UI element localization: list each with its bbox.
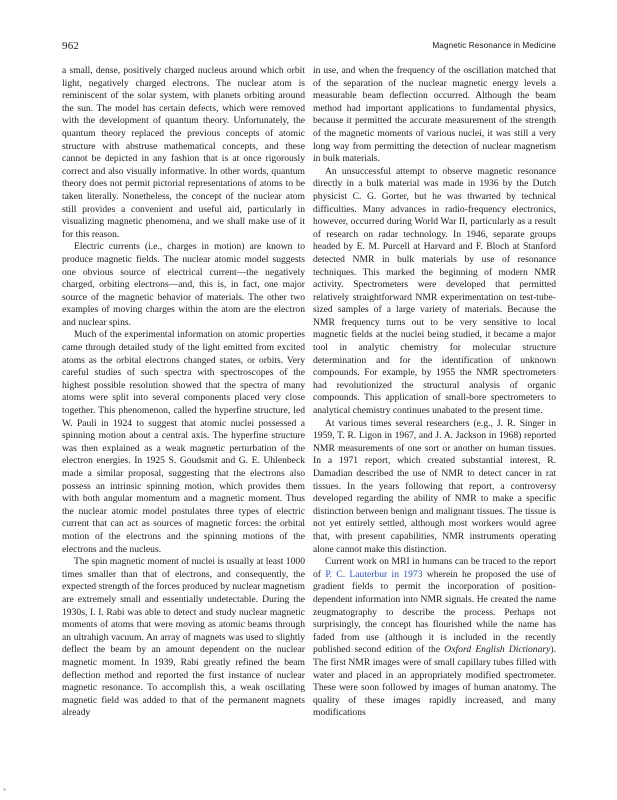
paragraph-right-1: in use, and when the frequency of the oscillation matched that of the separation of the nuclear magnetic energy levels a measurable beam deflection occurred. Although the beam method had important applications to fundamental physics, because it permitted the accurate measurement of the strength of the magnetic moments of various nuclei, it was still a very long way from permitting the detection of nuclear magnetism in bulk materials.	[313, 65, 556, 165]
paragraph-left-1: a small, dense, positively charged nucleus around which orbit light, negatively charged electrons. The nuclear atom is reminiscent of the solar system, with planets orbiting around the sun. The model has certain defects, which were removed with the development of quantum theory. Unfortunately, the quantum theory replaced the previous concepts of atomic structure with abstruse mathematical concepts, and these cannot be depicted in any fashion that is at once rigorously correct and also visually informative. In other words, quantum theory does not permit pictorial representations of atoms to be taken literally. Nonetheless, the concept of the nuclear atom still provides a convenient and useful aid, particularly in visualizing magnetic phenomena, and we shall make use of it for this reason.	[62, 65, 305, 240]
paragraph-left-3: Much of the experimental information on atomic properties came through detailed study of the light emitted from excited atoms as the orbital electrons changed states, or orbits. Very careful studies of such spectra with spectroscopes of the highest possible resolution showed that the spectra of many atoms were split into several components placed very close together. This phenomenon, called the hyperfine structure, led W. Pauli in 1924 to suggest that atomic nuclei possessed a spinning motion about a central axis. The hyperfine structure was then explained as a weak magnetic perturbation of the electron energies. In 1925 S. Goudsmit and G. E. Uhlenbeck made a similar proposal, suggesting that the electrons also possess an intrinsic spinning motion, which provides them with both angular momentum and a magnetic moment. Thus the nuclear atomic model postulates three types of electric current that can act as sources of magnetic forces: the orbital motion of the electrons and the spinning motions of the electrons and the nucleus.	[62, 329, 305, 555]
paragraph-right-4-end: ). The first NMR images were of small capillary tubes filled with water and placed in an appropriately modified spectrometer. These were soon followed by images of human anatomy. The quality of these images rapidly increased, and many modifications	[313, 644, 556, 719]
dictionary-title: Oxford English Dictionary	[444, 644, 551, 656]
paragraph-right-3: At various times several researchers (e.g., J. R. Singer in 1959, T. R. Ligon in 1967, and J. A. Jackson in 1968) reported NMR measurements of one sort or another on human tissues. In a 1971 report, which created substantial interest, R. Damadian described the use of NMR to detect cancer in rat tissues. In the years following that report, a controversy developed regarding the ability of NMR to make a specific distinction between benign and malignant tissues. The tissue is not yet entirely settled, although most workers would agree that, with present capabilities, NMR instruments operating alone cannot make this distinction.	[313, 417, 556, 555]
scan-mark	[3, 788, 6, 791]
left-column	[62, 65, 305, 720]
citation-link[interactable]: P. C. Lauterbur in 1973	[325, 568, 423, 580]
paragraph-right-4-middle: wherein he proposed the use of gradient fields to permit the incorporation of position-dependent information into NMR signals. He created the name zeugmatography to describe the process. Perhaps not surprisingly, the concept has flourished while the name has faded from use (although it is included in the recently published second edition of the	[313, 568, 556, 656]
paragraph-left-4: The spin magnetic moment of nuclei is usually at least 1000 times smaller than that of electrons, and consequently, the expected strength of the forces produced by nuclear magnetism are extremely small and essentially undetectable. During the 1930s, I. I. Rabi was able to detect and study nuclear magnetic moments of atoms that were moving as atomic beams through an ultrahigh vacuum. An array of magnets was used to slightly deflect the beam by an amount dependent on the nuclear magnetic moment. In 1939, Rabi greatly refined the beam deflection method and reported the first instance of nuclear magnetic resonance. To accomplish this, a weak oscillating magnetic field was added to that of the permanent magnets already	[62, 556, 305, 719]
right-column	[313, 65, 556, 720]
page-number: 962	[62, 40, 80, 52]
running-head: Magnetic Resonance in Medicine	[432, 41, 556, 50]
paragraph-right-4	[313, 556, 556, 720]
paragraph-left-2: Electric currents (i.e., charges in motion) are known to produce magnetic fields. The nuclear atomic model suggests one obvious source of electrical current—the negatively charged, orbiting electrons—and, this is, in fact, one major source of the magnetic behavior of materials. The other two examples of moving charges within the atom are the electron and nuclear spins.	[62, 241, 305, 328]
paragraph-right-2: An unsuccessful attempt to observe magnetic resonance directly in a bulk material was made in 1936 by the Dutch physicist C. G. Gorter, but he was thwarted by technical difficulties. Many advances in radio-frequency electronics, however, occurred during World War II, particularly as a result of research on radar technology. In 1946, separate groups headed by E. M. Purcell at Harvard and F. Bloch at Stanford detected NMR in bulk materials by use of resonance techniques. This marked the beginning of modern NMR activity. Spectrometers were developed that permitted relatively straightforward NMR experimentation on test-tube-sized samples of a large variety of materials. Because the NMR frequency turns out to be very sensitive to local magnetic fields at the nuclei being studied, it became a major tool in analytic chemistry for molecular structure determination and for the identification of unknown compounds. For example, by 1955 the NMR spectrometers had revolutionized the structural analysis of organic compounds. This application of small-bore spectrometers to analytical chemistry continues unabated to the present time.	[313, 165, 556, 417]
paragraph-right-4-start: Current work on MRI in humans can be traced to the report of	[313, 556, 556, 580]
